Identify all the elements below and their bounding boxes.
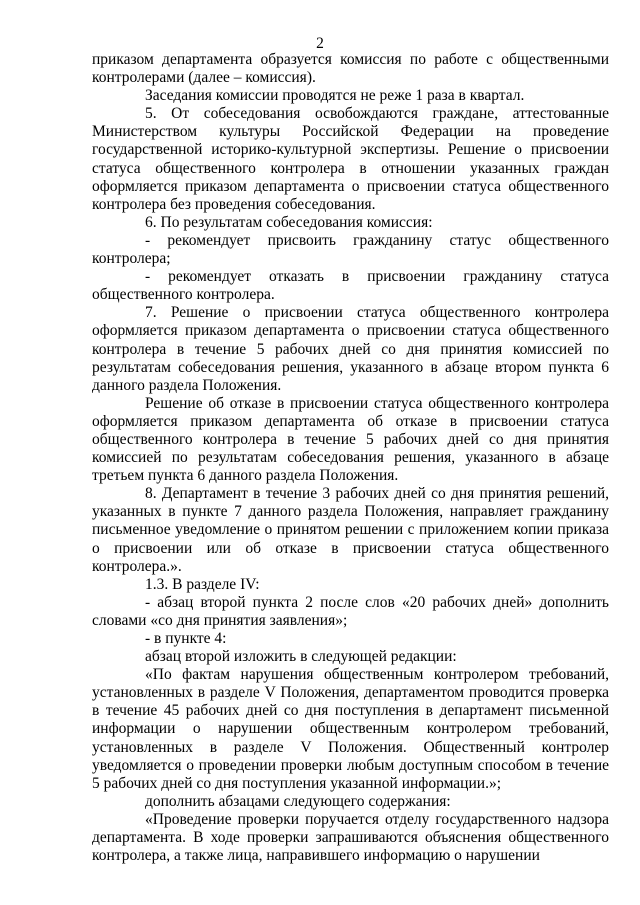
paragraph: приказом департамента образуется комиссия по работе с общественными контролерами (далее – комиссия).: [92, 51, 609, 87]
paragraph: абзац второй изложить в следующей редакции:: [145, 648, 457, 666]
paragraph: 7. Решение о присвоении статуса общественного контролера оформляется приказом департамента о присвоении статуса общественного контролера в течение 5 рабочих дней со дня принятия комиссией по результатам собеседования решения, указанного в абзаце втором пункта 6 данного раздела Положения.: [92, 304, 609, 394]
paragraph: 5. От собеседования освобождаются граждане, аттестованные Министерством культуры Российской Федерации на проведение государственной историко-культурной экспертизы. Решение о присвоении статуса общественного контролера в отношении указанных граждан оформляется приказом департамента о присвоении статуса общественного контролера без проведения собеседования.: [92, 105, 609, 213]
paragraph: дополнить абзацами следующего содержания:: [145, 792, 451, 810]
paragraph: Заседания комиссии проводятся не реже 1 раза в квартал.: [145, 87, 525, 105]
document-body: [92, 51, 609, 865]
list-item: - в пункте 4:: [145, 630, 227, 647]
page-number: 2: [316, 35, 324, 52]
quoted-paragraph: «Проведение проверки поручается отделу государственного надзора департамента. В ходе проверки запрашиваются объяснения общественного контролера, а также лица, направившего информацию о нарушении: [92, 810, 609, 865]
list-item: - абзац второй пункта 2 после слов «20 рабочих дней» дополнить словами «со дня принятия заявления»;: [92, 593, 609, 629]
paragraph: 1.3. В разделе IV:: [145, 575, 260, 593]
list-item: - рекомендует присвоить гражданину статус общественного контролера;: [92, 231, 609, 268]
list-item: - рекомендует отказать в присвоении гражданину статуса общественного контролера.: [92, 268, 609, 304]
paragraph: Решение об отказе в присвоении статуса общественного контролера оформляется приказом департамента об отказе в присвоении статуса общественного контролера в течение 5 рабочих дней со дня принятия комиссией по результатам собеседования решения, указанного в абзаце третьем пункта 6 данного раздела Положения.: [92, 394, 609, 485]
paragraph: 8. Департамент в течение 3 рабочих дней со дня принятия решений, указанных в пункте 7 данного раздела Положения, направляет гражданину письменное уведомление о принятом решении с приложением копии приказа о присвоении или об отказе в присвоении статуса общественного контролера.».: [92, 485, 609, 575]
quoted-paragraph: «По фактам нарушения общественным контролером требований, установленных в разделе V Положения, департаментом проводится проверка в течение 45 рабочих дней со дня поступления в департамент письменной информации о нарушении общественным контролером требований, установленных в разделе V Положения. Общественный контролер уведомляется о проведении проверки любым доступным способом в течение 5 рабочих дней со дня поступления указанной информации.»;: [92, 666, 609, 792]
paragraph: 6. По результатам собеседования комиссия:: [145, 213, 433, 231]
